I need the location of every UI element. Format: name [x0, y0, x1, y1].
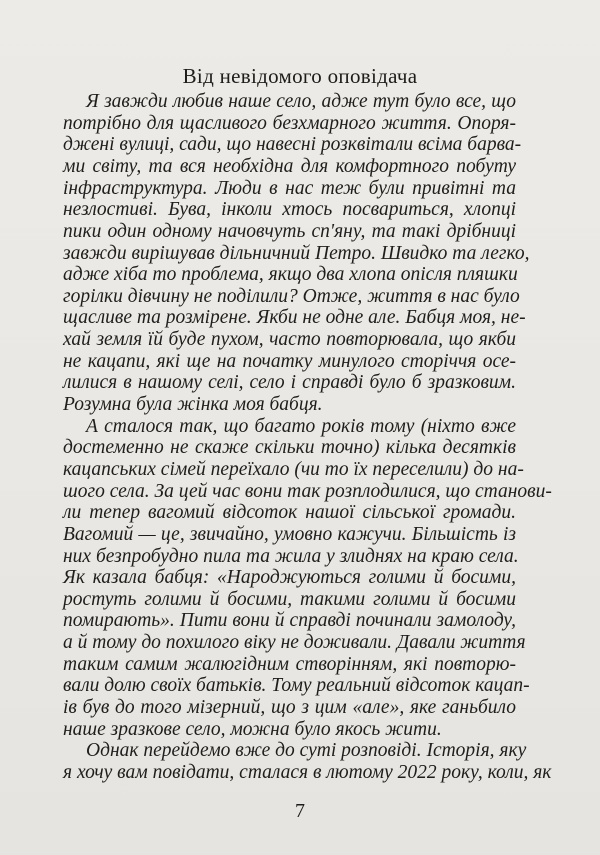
text-line: ли тепер вагомий відсоток нашої сільської громади. [63, 502, 516, 524]
text-line: потрібно для щасливого безхмарного життя. Опоря- [63, 112, 516, 134]
text-line: інфраструктура. Люди в нас теж були привітні та [63, 177, 516, 199]
text-line: вали долю своїх батьків. Тому реальний відсоток кацап- [63, 675, 530, 697]
text-line: адже хіба то проблема, якщо два хлопа опісля пляшки [63, 264, 518, 286]
text-line: щасливе та розмірене. Якби не одне але. Бабця моя, не- [63, 307, 526, 329]
text-line: ми світу, та вся необхідна для комфортного побуту [63, 155, 516, 177]
text-line: них безпробудно пила та жила у злиднях на краю села. [63, 545, 519, 567]
text-line: достеменно не скаже скільки точно) кілька десятків [63, 437, 516, 459]
text-line: лилися в нашому селі, село і справді було б зразковим. [63, 372, 516, 394]
text-line: Вагомий — це, звичайно, умовно кажучи. Більшість із [63, 523, 516, 545]
text-line: Однак перейдемо вже до суті розповіді. Історія, яку [86, 740, 527, 762]
text-line: а й тому до похилого віку не доживали. Давали життя [63, 632, 526, 654]
text-line: помирають». Пити вони й справді починали замолоду, [63, 610, 516, 632]
text-line: Розумна була жінка моя бабця. [63, 394, 323, 416]
text-line: А сталося так, що багато років тому (ніхто вже [86, 415, 516, 437]
text-line: завжди вирішував дільничний Петро. Швидко та легко, [63, 242, 530, 264]
text-line: ів був до того мізерний, що з цим «але», яке ганьбило [63, 697, 516, 719]
text-line: хай земля їй буде пухом, часто повторювала, що якби [63, 329, 516, 351]
page-number: 7 [295, 800, 305, 822]
text-line: ростуть голими й босими, такими голими й босими [63, 588, 516, 610]
text-line: кацапських сімей переїхало (чи то їх переселили) до на- [63, 458, 524, 480]
text-line: наше зразкове село, можна було якось жити. [63, 718, 442, 740]
text-line: я хочу вам повідати, сталася в лютому 2022 року, коли, як [63, 762, 552, 783]
text-line: пики один одному начовчуть сп'яну, та такі дрібниці [63, 220, 516, 242]
text-line: Як казала бабця: «Народжуються голими й босими, [63, 567, 516, 589]
chapter-title: Від невідомого оповідача [182, 64, 418, 88]
text-line: Я завжди любив наше село, адже тут було все, що [86, 91, 516, 112]
text-line: не кацапи, які ще на початку минулого сторіччя осе- [63, 350, 516, 372]
text-line: шого села. За цей час вони так розплодилися, що станови- [63, 480, 552, 502]
text-line: незлостиві. Бува, інколи хтось посвариться, хлопці [63, 199, 516, 221]
text-line: горілки дівчину не поділили? Отже, життя в нас було [63, 285, 520, 307]
text-line: джені вулиці, сади, що навесні розквітали всіма барва- [63, 134, 522, 156]
text-line: таким самим жалюгідним створінням, які повторю- [63, 653, 516, 675]
